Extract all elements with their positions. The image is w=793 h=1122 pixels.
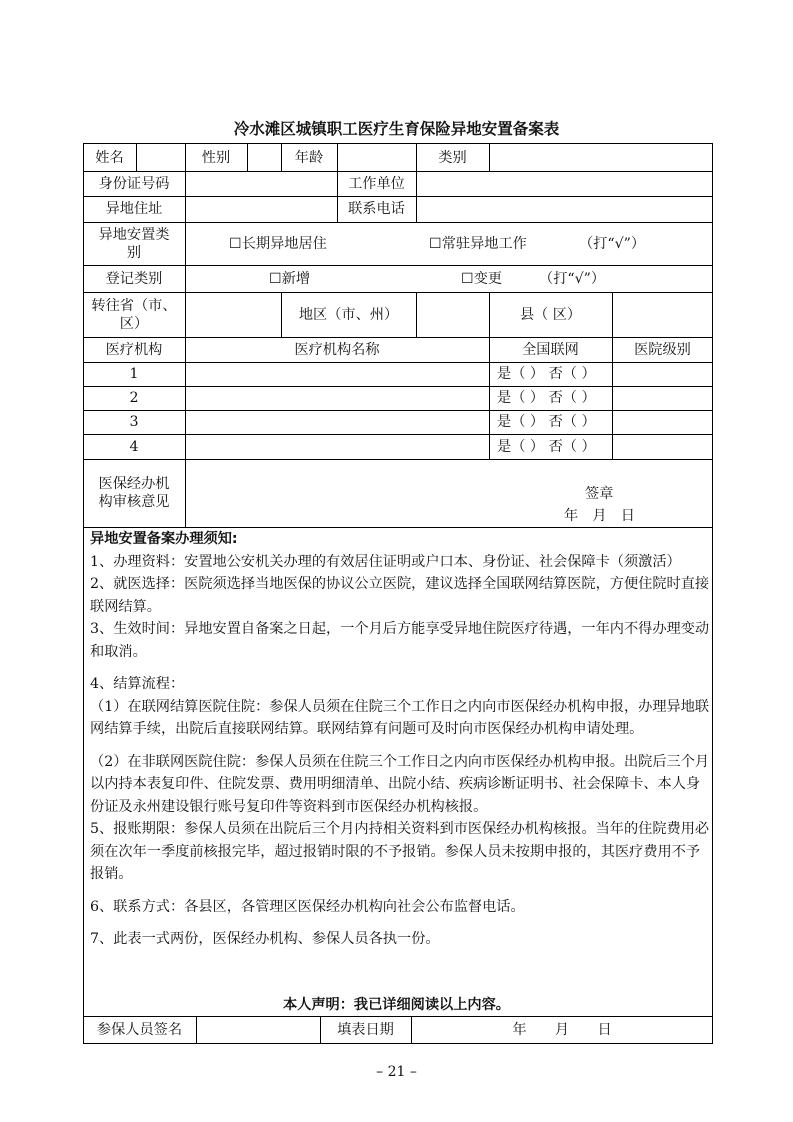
input-age[interactable] — [337, 143, 416, 172]
note-item: 7、此表一式两份，医保经办机构、参保人员各执一份。 — [90, 931, 440, 947]
label-province-line2: 区） — [119, 315, 149, 332]
label-registration-type: 登记类别 — [105, 270, 163, 287]
header-institution-name: 医疗机构名称 — [294, 341, 380, 358]
network-choice[interactable]: 是（ ） 否（ ） — [497, 414, 596, 430]
tick-hint: （打“√”） — [539, 270, 606, 287]
institution-row-number: 1 — [129, 366, 139, 382]
label-age: 年龄 — [294, 149, 324, 166]
option-long-term-residence[interactable]: ☐长期异地居住 — [229, 235, 327, 252]
input-county[interactable] — [612, 292, 713, 337]
option-change[interactable]: ☐变更 — [461, 270, 503, 287]
network-choice[interactable]: 是（ ） 否（ ） — [497, 438, 596, 455]
label-relocation-type-line1: 异地安置类 — [98, 226, 170, 243]
label-phone: 联系电话 — [348, 201, 405, 217]
input-category[interactable] — [489, 143, 713, 172]
label-work-unit: 工作单位 — [348, 176, 405, 192]
hospital-level-input[interactable] — [612, 410, 713, 434]
label-id-number: 身份证号码 — [98, 176, 170, 192]
option-resident-work[interactable]: ☐常驻异地工作 — [429, 235, 527, 252]
input-region[interactable] — [416, 292, 489, 337]
institution-name-input[interactable] — [185, 362, 489, 386]
institution-name-input[interactable] — [185, 410, 489, 434]
declaration: 本人声明：我已详细阅读以上内容。 — [282, 997, 510, 1013]
notes-section — [90, 528, 710, 951]
input-gender[interactable] — [247, 143, 281, 172]
input-signature[interactable] — [196, 1016, 320, 1044]
label-relocation-type-line2: 别 — [126, 244, 142, 261]
input-province[interactable] — [185, 292, 281, 337]
label-review-line2: 构审核意见 — [98, 494, 170, 510]
label-category: 类别 — [438, 149, 467, 166]
input-id-number[interactable] — [185, 171, 337, 197]
page-number: – 21 – — [376, 1064, 417, 1080]
note-item: （1）在联网结算医院住院：参保人员须在住院三个工作日之内向市医保经办机构申报，办理异地联网结算手续，出院后直接联网结算。联网结算有问题可及时向市医保经办机构申请处理。 — [90, 698, 710, 737]
label-review-opinion — [83, 459, 185, 527]
note-item: 5、报账期限：参保人员须在出院后三个月内持相关资料到市医保经办机构核报。当年的住院费用必须在次年一季度前核报完毕，超过报销时限的不予报销。参保人员未按期申报的，其医疗费用不予报销。 — [90, 821, 710, 882]
label-relocation-type — [83, 222, 185, 265]
input-work-unit[interactable] — [416, 171, 713, 197]
input-fill-date[interactable]: 年 月 日 — [512, 1022, 612, 1038]
header-national-network: 全国联网 — [522, 341, 579, 358]
header-hospital-level: 医院级别 — [634, 341, 691, 358]
input-name[interactable] — [136, 143, 185, 172]
label-fill-date: 填表日期 — [337, 1022, 394, 1038]
label-region: 地区（市、州） — [298, 306, 399, 323]
note-item: 3、生效时间：异地安置自备案之日起，一个月后方能享受异地住院医疗待遇，一年内不得办理变动和取消。 — [90, 621, 710, 660]
label-review-line1: 医保经办机 — [98, 476, 170, 492]
label-province — [83, 292, 185, 337]
institution-row-number: 3 — [129, 414, 139, 430]
label-county: 县（ 区） — [519, 306, 582, 323]
label-address: 异地住址 — [105, 201, 163, 217]
institution-row-number: 4 — [129, 438, 139, 455]
note-item: 2、就医选择：医院须选择当地医保的协议公立医院，建议选择全国联网结算医院，方便住院时直接联网结算。 — [90, 576, 710, 615]
review-date: 年 月 日 — [564, 508, 635, 524]
label-name: 姓名 — [95, 149, 124, 166]
hospital-level-input[interactable] — [612, 386, 713, 410]
notes-heading: 异地安置备案办理须知: — [90, 531, 238, 547]
note-item: 4、结算流程： — [90, 676, 185, 692]
tick-hint: （打“√”） — [579, 235, 646, 252]
note-item: （2）在非联网医院住院：参保人员须在住院三个工作日之内向市医保经办机构申报。出院后三个月以内持本表复印件、住院发票、费用明细清单、出院小结、疾病诊断证明书、社会保障卡、本人身份证及永州建设银行账号复印件等资料到市医保经办机构核报。 — [90, 753, 710, 815]
institution-name-input[interactable] — [185, 386, 489, 410]
institution-row-number: 2 — [129, 390, 139, 406]
label-province-line1: 转往省（市、 — [91, 297, 177, 314]
hospital-level-input[interactable] — [612, 434, 713, 459]
note-item: 6、联系方式：各县区，各管理区医保经办机构向社会公布监督电话。 — [90, 898, 525, 915]
option-new[interactable]: ☐新增 — [269, 270, 311, 287]
form-title: 冷水滩区城镇职工医疗生育保险异地安置备案表 — [233, 120, 560, 138]
label-signature: 参保人员签名 — [96, 1022, 183, 1038]
input-address[interactable] — [185, 196, 337, 222]
institution-name-input[interactable] — [185, 434, 489, 459]
note-item: 1、办理资料：安置地公安机关办理的有效居住证明或户口本、身份证、社会保障卡（须激活） — [90, 553, 681, 570]
network-choice[interactable]: 是（ ） 否（ ） — [497, 366, 596, 382]
network-choice[interactable]: 是（ ） 否（ ） — [497, 390, 596, 406]
stamp-label: 签章 — [585, 486, 614, 502]
hospital-level-input[interactable] — [612, 362, 713, 386]
header-institution: 医疗机构 — [105, 341, 163, 358]
label-gender: 性别 — [201, 149, 231, 166]
input-phone[interactable] — [416, 196, 713, 222]
